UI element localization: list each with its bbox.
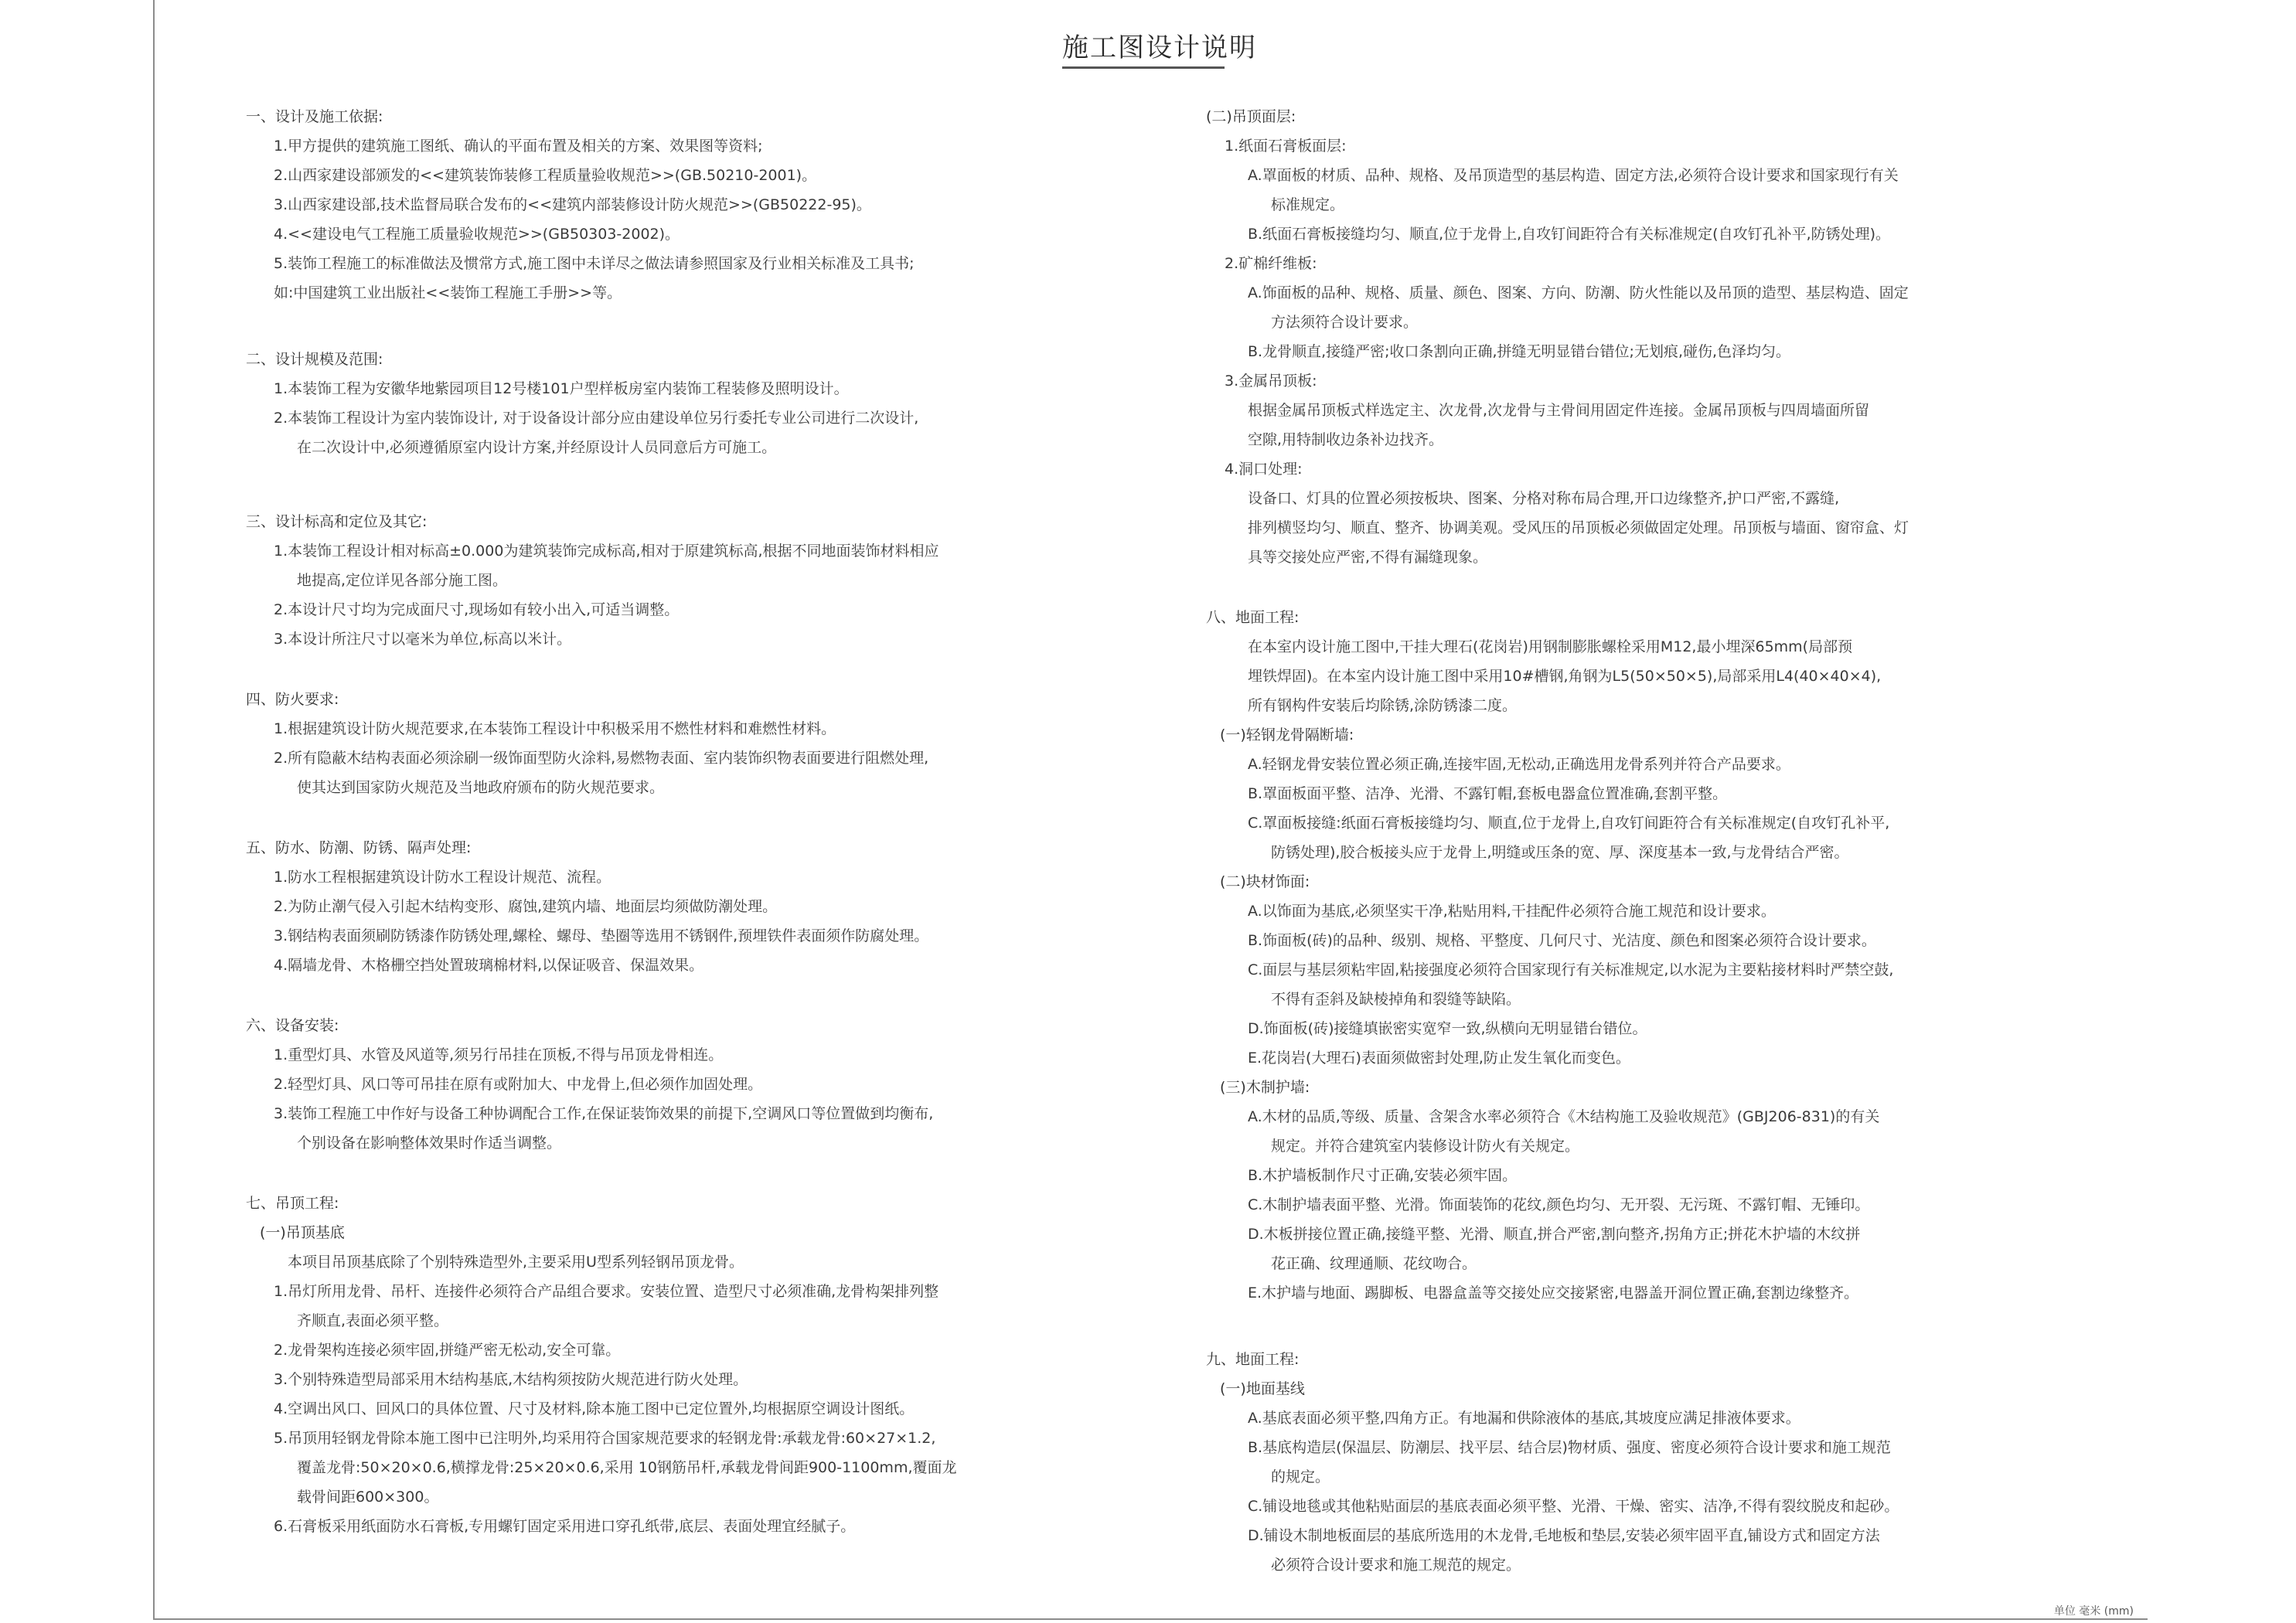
text-line: 2.本装饰工程设计为室内装饰设计, 对于设备设计部分应由建设单位另行委托专业公司进行二次设计, <box>274 410 919 427</box>
section <box>246 102 1119 308</box>
text-line: 设备口、灯具的位置必须按板块、图案、分格对称布局合理,开口边缘整齐,护口严密,不露缝, <box>1248 490 1840 507</box>
text-line: 2.本设计尺寸均为完成面尺寸,现场如有较小出入,可适当调整。 <box>274 601 680 618</box>
subsection-title: (二)块材饰面: <box>1220 873 1310 890</box>
text-line: 花正确、纹理通顺、花纹吻合。 <box>1271 1255 1477 1272</box>
text-line: A.罩面板的材质、品种、规格、及吊顶造型的基层构造、固定方法,必须符合设计要求和国家现行有关 <box>1248 167 1899 184</box>
text-line: 1.防水工程根据建筑设计防水工程设计规范、流程。 <box>274 869 611 886</box>
text-line: A.以饰面为基底,必须坚实干净,粘贴用料,干挂配件必须符合施工规范和设计要求。 <box>1248 903 1776 920</box>
left-column <box>246 102 1119 1541</box>
text-line: C.木制护墙表面平整、光滑。饰面装饰的花纹,颜色均匀、无开裂、无污斑、不露钉帽、无锤印。 <box>1248 1196 1870 1213</box>
text-line: 2.为防止潮气侵入引起木结构变形、腐蚀,建筑内墙、地面层均须做防潮处理。 <box>274 898 778 915</box>
text-line: 埋铁焊固)。在本室内设计施工图中采用10#槽钢,角钢为L5(50×50×5),局部采用L4(40×40×4), <box>1248 668 1882 685</box>
text-line: 6.石膏板采用纸面防水石膏板,专用螺钉固定采用进口穿孔纸带,底层、表面处理宜经腻子。 <box>274 1518 856 1535</box>
text-line: E.花岗岩(大理石)表面须做密封处理,防止发生氧化而变色。 <box>1248 1050 1630 1067</box>
text-line: B.饰面板(砖)的品种、级别、规格、平整度、几何尺寸、光洁度、颜色和图案必须符合设计要求。 <box>1248 932 1876 949</box>
section-spacer <box>246 1158 1119 1189</box>
text-line: B.纸面石膏板接缝均匀、顺直,位于龙骨上,自攻钉间距符合有关标准规定(自攻钉孔补平,防锈处理)。 <box>1248 226 1891 243</box>
text-line: E.木护墙与地面、踢脚板、电器盒盖等交接处应交接紧密,电器盖开洞位置正确,套割边缘整齐。 <box>1248 1284 1859 1301</box>
section-spacer <box>246 980 1119 1011</box>
text-line: B.木护墙板制作尺寸正确,安装必须牢固。 <box>1248 1167 1518 1184</box>
section-title: 二、设计规模及范围: <box>246 351 383 368</box>
section-spacer <box>1206 1308 2010 1345</box>
text-line: 3.金属吊顶板: <box>1225 373 1317 390</box>
section <box>246 1011 1119 1158</box>
text-line: 4.隔墙龙骨、木格栅空挡处置玻璃棉材料,以保证吸音、保温效果。 <box>274 957 704 974</box>
text-line: 方法须符合设计要求。 <box>1271 314 1419 331</box>
text-line: 防锈处理),胶合板接头应于龙骨上,明缝或压条的宽、厚、深度基本一致,与龙骨结合严密。 <box>1271 844 1849 861</box>
text-line: 1.纸面石膏板面层: <box>1225 138 1347 155</box>
text-line: 3.山西家建设部,技术监督局联合发布的<<建筑内部装修设计防火规范>>(GB50222-95)。 <box>274 196 871 213</box>
text-line: A.基底表面必须平整,四角方正。有地漏和供除液体的基底,其坡度应满足排液体要求。 <box>1248 1410 1800 1427</box>
text-line: D.铺设木制地板面层的基底所选用的木龙骨,毛地板和垫层,安装必须牢固平直,铺设方式和固定方法 <box>1248 1527 1880 1544</box>
text-line: 1.本装饰工程为安徽华地紫园项目12号楼101户型样板房室内装饰工程装修及照明设计。 <box>274 380 849 397</box>
text-line: 1.根据建筑设计防火规范要求,在本装饰工程设计中积极采用不燃性材料和难燃性材料。 <box>274 720 836 737</box>
text-line: 不得有歪斜及缺棱掉角和裂缝等缺陷。 <box>1271 991 1521 1008</box>
text-line: 2.所有隐蔽木结构表面必须涂刷一级饰面型防火涂料,易燃物表面、室内装饰织物表面要进行阻燃处理, <box>274 750 929 767</box>
text-line: D.木板拼接位置正确,接缝平整、光滑、顺直,拼合严密,割向整齐,拐角方正;拼花木护墙的木纹拼 <box>1248 1226 1861 1243</box>
right-column <box>1206 102 2010 1580</box>
text-line: C.罩面板接缝:纸面石膏板接缝均匀、顺直,位于龙骨上,自攻钉间距符合有关标准规定(自攻钉孔补平, <box>1248 815 1890 832</box>
text-line: 的规定。 <box>1271 1468 1330 1485</box>
section-title: 八、地面工程: <box>1206 609 1300 626</box>
text-line: A.木材的品质,等级、质量、含架含水率必须符合《木结构施工及验收规范》(GBJ206-831)的有关 <box>1248 1108 1880 1125</box>
text-line: 2.矿棉纤维板: <box>1225 255 1317 272</box>
section-title: 六、设备安装: <box>246 1017 339 1034</box>
section-title: 一、设计及施工依据: <box>246 108 383 125</box>
text-line: 所有钢构件安装后均除锈,涂防锈漆二度。 <box>1248 697 1518 714</box>
subsection-title: (一)轻钢龙骨隔断墙: <box>1220 726 1354 743</box>
section <box>246 345 1119 462</box>
text-line: C.面层与基层须粘牢固,粘接强度必须符合国家现行有关标准规定,以水泥为主要粘接材料时严禁空鼓, <box>1248 961 1894 978</box>
section-spacer <box>246 654 1119 685</box>
text-line: 2.龙骨架构连接必须牢固,拼缝严密无松动,安全可靠。 <box>274 1342 621 1359</box>
text-line: 排列横竖均匀、顺直、整齐、协调美观。受风压的吊顶板必须做固定处理。吊顶板与墙面、窗帘盒、灯 <box>1248 519 1909 536</box>
text-line: 4.<<建设电气工程施工质量验收规范>>(GB50303-2002)。 <box>274 226 680 243</box>
section-title: 三、设计标高和定位及其它: <box>246 513 428 530</box>
text-line: 载骨间距600×300。 <box>297 1489 439 1506</box>
subsection-title: (一)地面基线 <box>1220 1380 1305 1397</box>
text-line: 齐顺直,表面必须平整。 <box>297 1312 449 1329</box>
section-spacer <box>246 802 1119 833</box>
text-line: B.龙骨顺直,接缝严密;收口条割向正确,拼缝无明显错台错位;无划痕,碰伤,色泽均匀。 <box>1248 343 1791 360</box>
section <box>246 685 1119 802</box>
text-line: 5.装饰工程施工的标准做法及惯常方式,施工图中未详尽之做法请参照国家及行业相关标准及工具书; <box>274 255 915 272</box>
text-line: A.饰面板的品种、规格、质量、颜色、图案、方向、防潮、防火性能以及吊顶的造型、基层构造、固定 <box>1248 284 1909 301</box>
text-line: 具等交接处应严密,不得有漏缝现象。 <box>1248 549 1488 566</box>
text-line: 4.洞口处理: <box>1225 461 1303 478</box>
section-spacer <box>1206 572 2010 603</box>
section-title: 七、吊顶工程: <box>246 1195 339 1212</box>
text-line: 1.重型灯具、水管及风道等,须另行吊挂在顶板,不得与吊顶龙骨相连。 <box>274 1046 724 1063</box>
text-line: 1.甲方提供的建筑施工图纸、确认的平面布置及相关的方案、效果图等资料; <box>274 138 763 155</box>
text-line: 如:中国建筑工业出版社<<装饰工程施工手册>>等。 <box>274 284 622 301</box>
section-title: (二)吊顶面层: <box>1206 108 1296 125</box>
text-line: 5.吊顶用轻钢龙骨除本施工图中已注明外,均采用符合国家规范要求的轻钢龙骨:承载龙骨:60×27×1.2, <box>274 1430 936 1447</box>
subsection-title: (三)木制护墙: <box>1220 1079 1310 1096</box>
text-line: 个别设备在影响整体效果时作适当调整。 <box>297 1135 562 1152</box>
text-line: 根据金属吊顶板式样选定主、次龙骨,次龙骨与主骨间用固定件连接。金属吊顶板与四周墙面所留 <box>1248 402 1870 419</box>
section <box>1206 603 2010 1308</box>
section <box>1206 1345 2010 1580</box>
section-spacer <box>246 462 1119 507</box>
text-line: 本项目吊顶基底除了个别特殊造型外,主要采用U型系列轻钢吊顶龙骨。 <box>288 1254 744 1271</box>
title-underline <box>1062 66 1225 69</box>
section <box>246 833 1119 980</box>
text-line: A.轻钢龙骨安装位置必须正确,连接牢固,无松动,正确选用龙骨系列并符合产品要求。 <box>1248 756 1790 773</box>
section-title: 五、防水、防潮、防锈、隔声处理: <box>246 839 472 856</box>
text-line: 必须符合设计要求和施工规范的规定。 <box>1271 1557 1521 1574</box>
text-line: 3.个别特殊造型局部采用木结构基底,木结构须按防火规范进行防火处理。 <box>274 1371 748 1388</box>
section <box>246 507 1119 654</box>
text-line: 2.轻型灯具、风口等可吊挂在原有或附加大、中龙骨上,但必须作加固处理。 <box>274 1076 763 1093</box>
text-line: 覆盖龙骨:50×20×0.6,横撑龙骨:25×20×0.6,采用 10钢筋吊杆,承载龙骨间距900-1100mm,覆面龙 <box>297 1459 957 1476</box>
unit-note: 单位 毫米 (mm) <box>2053 1605 2134 1618</box>
text-line: 在二次设计中,必须遵循原室内设计方案,并经原设计人员同意后方可施工。 <box>297 439 777 456</box>
text-line: 1.吊灯所用龙骨、吊杆、连接件必须符合产品组合要求。安装位置、造型尺寸必须准确,龙骨构架排列整 <box>274 1283 939 1300</box>
text-line: 使其达到国家防火规范及当地政府颁布的防火规范要求。 <box>297 779 665 796</box>
section <box>246 1189 1119 1541</box>
text-line: 3.钢结构表面须刷防锈漆作防锈处理,螺栓、螺母、垫圈等选用不锈钢件,预埋铁件表面须作防腐处理。 <box>274 927 929 944</box>
text-line: D.饰面板(砖)接缝填嵌密实宽窄一致,纵横向无明显错台错位。 <box>1248 1020 1647 1037</box>
section-spacer <box>246 308 1119 345</box>
section-title: 九、地面工程: <box>1206 1351 1300 1368</box>
text-line: 2.山西家建设部颁发的<<建筑装饰装修工程质量验收规范>>(GB.50210-2001)。 <box>274 167 817 184</box>
text-line: 3.装饰工程施工中作好与设备工种协调配合工作,在保证装饰效果的前提下,空调风口等位置做到均衡布, <box>274 1105 934 1122</box>
subsection-title: (一)吊顶基底 <box>260 1224 345 1241</box>
text-line: 标准规定。 <box>1271 196 1345 213</box>
text-line: 空隙,用特制收边条补边找齐。 <box>1248 431 1444 448</box>
text-line: 规定。并符合建筑室内装修设计防火有关规定。 <box>1271 1138 1580 1155</box>
page-title: 施工图设计说明 <box>1062 32 1257 63</box>
text-line: 4.空调出风口、回风口的具体位置、尺寸及材料,除本施工图中已定位置外,均根据原空调设计图纸。 <box>274 1400 915 1417</box>
text-line: C.铺设地毯或其他粘贴面层的基底表面必须平整、光滑、干燥、密实、洁净,不得有裂纹脱皮和起砂。 <box>1248 1498 1899 1515</box>
text-line: 在本室内设计施工图中,干挂大理石(花岗岩)用钢制膨胀螺栓采用M12,最小埋深65mm(局部预 <box>1248 638 1853 655</box>
text-line: 1.本装饰工程设计相对标高±0.000为建筑装饰完成标高,相对于原建筑标高,根据不同地面装饰材料相应 <box>274 543 939 560</box>
section <box>1206 102 2010 572</box>
text-line: 3.本设计所注尺寸以毫米为单位,标高以米计。 <box>274 631 572 648</box>
text-line: B.罩面板面平整、洁净、光滑、不露钉帽,套板电器盒位置准确,套割平整。 <box>1248 785 1728 802</box>
text-line: 地提高,定位详见各部分施工图。 <box>297 572 508 589</box>
text-line: B.基底构造层(保温层、防潮层、找平层、结合层)物材质、强度、密度必须符合设计要求和施工规范 <box>1248 1439 1891 1456</box>
section-title: 四、防火要求: <box>246 691 339 708</box>
